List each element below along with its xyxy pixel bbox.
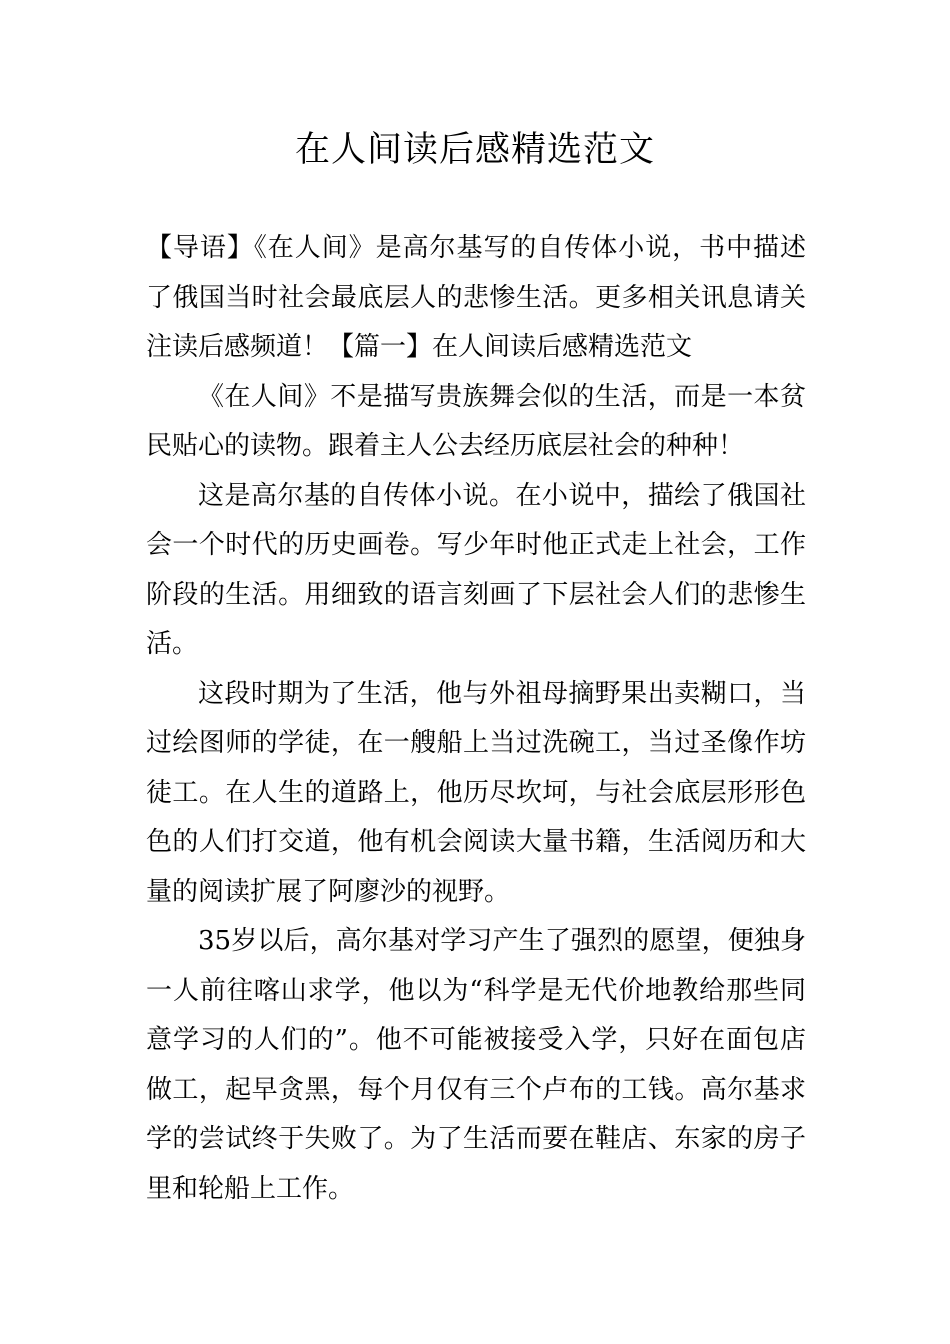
document-body xyxy=(146,224,806,1214)
page-title: 在人间读后感精选范文 xyxy=(294,130,655,170)
paragraph: 《在人间》不是描写贵族舞会似的生活，而是一本贫民贴心的读物。跟着主人公去经历底层社会的种种！ xyxy=(146,381,806,461)
paragraph: 35岁以后，高尔基对学习产生了强烈的愿望，便独身一人前往喀山求学，他以为“科学是无代价地教给那些同意学习的人们的”。他不可能被接受入学，只好在面包店做工，起早贪黑，每个月仅有三个卢布的工钱。高尔基求学的尝试终于失败了。为了生活而要在鞋店、东家的房子里和轮船上工作。 xyxy=(146,926,806,1204)
paragraph: 这段时期为了生活，他与外祖母摘野果出卖糊口，当过绘图师的学徒，在一艘船上当过洗碗工，当过圣像作坊徒工。在人生的道路上，他历尽坎坷，与社会底层形形色色的人们打交道，他有机会阅读大量书籍，生活阅历和大量的阅读扩展了阿廖沙的视野。 xyxy=(146,678,806,907)
paragraph: 这是高尔基的自传体小说。在小说中，描绘了俄国社会一个时代的历史画卷。写少年时他正式走上社会，工作阶段的生活。用细致的语言刻画了下层社会人们的悲惨生活。 xyxy=(146,480,806,659)
paragraph-intro: 【导语】《在人间》是高尔基写的自传体小说，书中描述了俄国当时社会最底层人的悲惨生活。更多相关讯息请关注读后感频道！【篇一】在人间读后感精选范文 xyxy=(146,233,806,362)
